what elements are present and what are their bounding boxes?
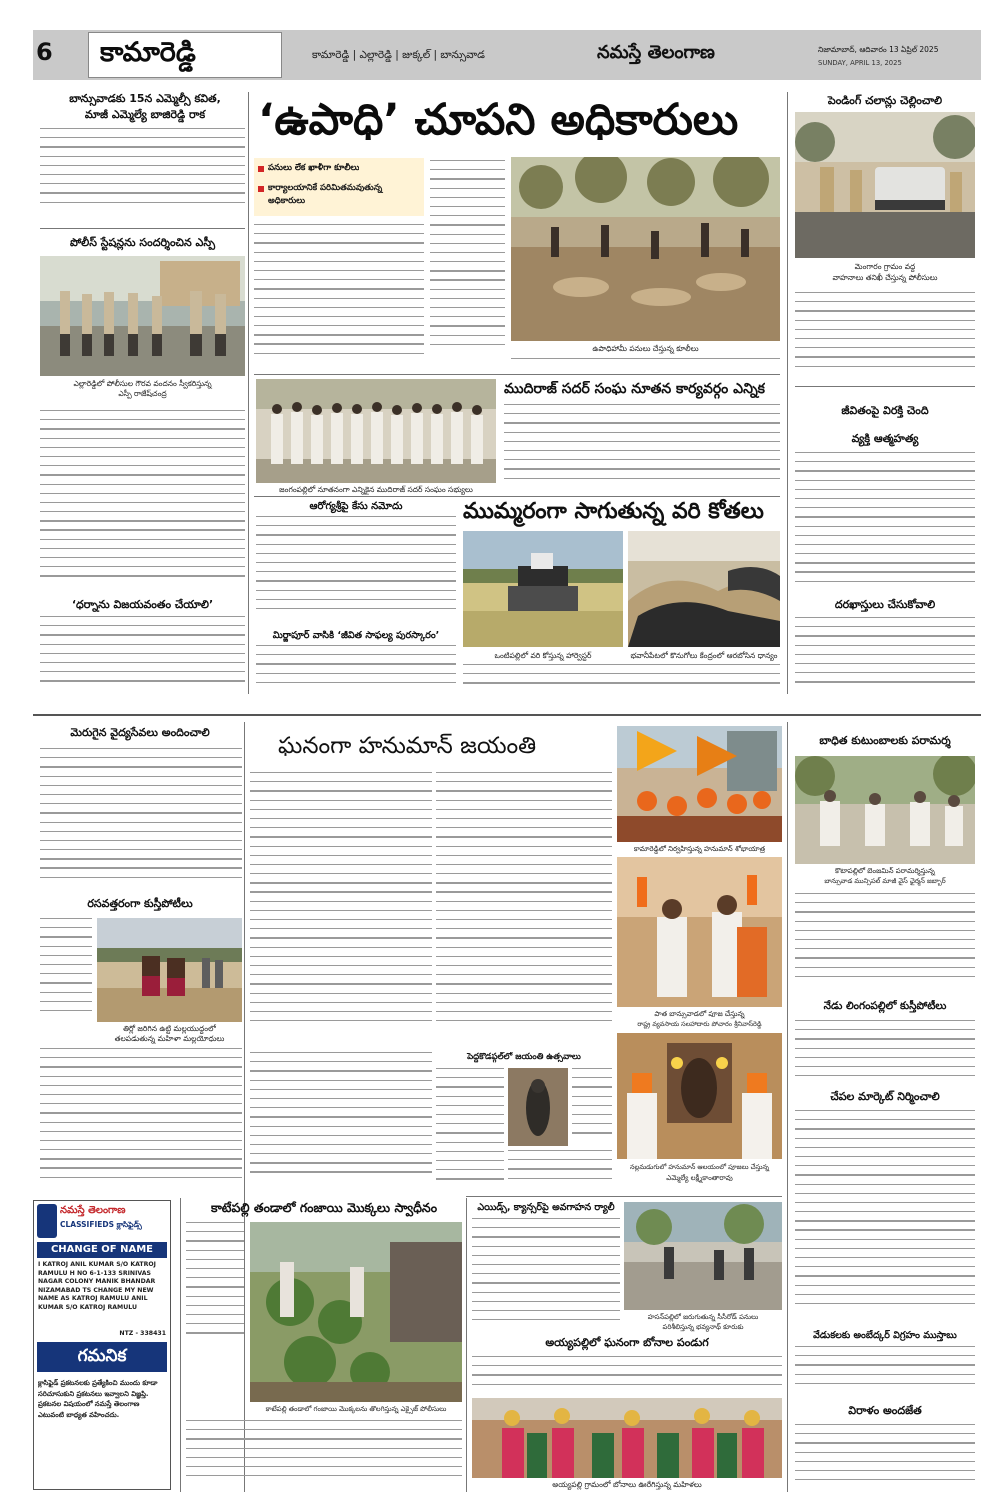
- caption-cc-road-2: పరిశీలిస్తున్న భవ్యనాథ్ కూరుకు: [662, 1323, 744, 1331]
- headline-donation: విరాళం అందజేత: [848, 1404, 922, 1417]
- photo-wrestling: [97, 918, 242, 1022]
- photo-hanuman-procession: [617, 726, 782, 842]
- headline-ambedkar: వేడుకలకు అంబేద్కర్ విగ్రహం ముస్తాబు: [813, 1330, 957, 1341]
- lead-headline: ‘ఉపాధి’ చూపని అధికారులు: [258, 95, 739, 145]
- article-body: [186, 1420, 462, 1490]
- divider: [466, 1196, 782, 1197]
- headline-hanuman: ఘనంగా హనుమాన్ జయంతి: [278, 733, 537, 759]
- article-body: [40, 616, 245, 694]
- article-body: [40, 748, 242, 893]
- headline-challans: పెండింగ్ చలాన్లు చెల్లించాలి: [827, 94, 943, 107]
- section-divider: [33, 714, 981, 716]
- column-rule: [248, 92, 249, 694]
- caption-harvester: ఒంటిపల్లిలో వరి కోస్తున్న హార్వెస్టర్: [494, 651, 592, 660]
- caption-upadhi: ఉపాధిహామీ పనులు చేస్తున్న కూలీలు: [592, 344, 699, 353]
- caption-wrestling-1: తిర్లో జరిగిన ఉట్టి మల్లయుద్ధంలో: [123, 1024, 216, 1033]
- caption-vehicle-1: మెంగారం గ్రామం వద్ద: [854, 262, 916, 271]
- lead-bullet-1: పనులు లేక ఖాళీగా కూలీలు: [268, 163, 360, 173]
- article-body: [463, 664, 780, 696]
- caption-consolation-1: కొటాపల్లిలో బెంజమిన్ పరామర్శిస్తున్న: [835, 867, 935, 875]
- headline-paddy: ముమ్మరంగా సాగుతున్న వరి కోతలు: [463, 499, 764, 524]
- headline-bonalu: అయ్యపల్లిలో ఘనంగా బోనాల పండుగ: [545, 1336, 709, 1349]
- photo-consolation: [795, 756, 975, 864]
- headline-wrestling: రసవత్తరంగా కుస్తీపోటీలు: [87, 897, 193, 910]
- caption-bonalu: అయ్యపల్లి గ్రామంలో బోనాలు ఊరేగిస్తున్న మహిళలు: [552, 1480, 702, 1489]
- headline-suicide-2: వ్యక్తి ఆత్మహత్య: [851, 432, 919, 445]
- article-body: [186, 1222, 244, 1347]
- date-english: SUNDAY, APRIL 13, 2025: [818, 59, 902, 67]
- headline-victims: బాధిత కుటుంబాలకు పరామర్శ: [819, 734, 951, 747]
- caption-procession: కామారెడ్డిలో నిర్వహిస్తున్న హనుమాన్ శోభాయాత్ర: [633, 845, 766, 853]
- caption-temple-2: ఎమ్మెల్యే లక్ష్మీకాంతారావు: [666, 1174, 733, 1182]
- headline-applications: దరఖాస్తులు చేసుకోవాలి: [834, 598, 936, 611]
- article-body: [250, 772, 432, 1050]
- bullet-square-icon: [258, 186, 264, 192]
- headline-arogyasri: ఆరోగ్యశ్రీపై కేసు నమోదు: [309, 501, 403, 512]
- headline-aids: ఎయిడ్స్, క్యాన్సర్‌పై అవగాహన ర్యాలీ: [477, 1202, 615, 1213]
- change-of-name-text: I KATROJ ANIL KUMAR S/O KATROJ RAMULU H NO 6-1-133 SRINIVAS NAGAR COLONY MANIK BHANDAR NIZAMABAD TS CHANGE MY NEW NAME AS KATROJ RAMULU ANIL KUMAR S/O KATROJ RAMULU: [38, 1261, 156, 1311]
- photo-cc-road: [624, 1202, 782, 1310]
- caption-vehicle-2: వాహనాలు తనిఖీ చేస్తున్న పోలీసులు: [832, 273, 938, 282]
- headline-award: మిర్జాపూర్ వాసికి ‘జీవిత సాఫల్య పురస్కారం’: [272, 630, 440, 641]
- headline-sp-visit: పోలీస్ స్టేషన్లను సందర్శించిన ఎస్పీ: [69, 236, 216, 249]
- headline-medical: మెరుగైన వైద్యసేవలు అందించాలి: [70, 726, 210, 739]
- article-body: [254, 224, 424, 369]
- divider: [40, 228, 245, 229]
- article-body: [472, 1218, 620, 1336]
- classifieds-brand-2: CLASSIFIEDS క్లాసిఫైడ్స్: [60, 1220, 142, 1229]
- change-of-name-heading: CHANGE OF NAME: [50, 1244, 154, 1255]
- article-body: [795, 452, 975, 594]
- caption-consolation-2: బాన్సువాడ మున్సిపల్ మాజీ వైస్ ఛైర్మన్ జబ్బార్: [824, 877, 946, 885]
- article-body: [795, 292, 975, 380]
- notice-heading: గమనిక: [77, 1346, 127, 1366]
- caption-grain: భవానీపేటలో కొనుగోలు కేంద్రంలో ఆరబోసిన ధాన్యం: [630, 651, 778, 660]
- headline-kavitha-1: బాన్సువాడకు 15న ఎమ్మెల్సీ కవిత,: [69, 92, 221, 105]
- notice-text: క్లాసిఫైడ్ ప్రకటనలకు ప్రత్యేకించి ముందు కూడా సరిచూసుకుని ప్రకటనలు ఇవ్వాలని విజ్ఞప్తి. ప్రకటనల విషయంలో నమస్తే తెలంగాణ ఎటువంటి బాధ్యత వహించదు.: [38, 1379, 158, 1419]
- section-title: కామారెడ్డి: [100, 37, 196, 68]
- article-body: [256, 645, 456, 695]
- caption-police-1: ఎల్లారెడ్డిలో పోలీసుల గౌరవ వందనం స్వీకరిస్తున్న: [73, 379, 212, 388]
- article-body: [795, 1424, 975, 1492]
- photo-grain-heap: [628, 531, 780, 647]
- divider: [795, 386, 975, 387]
- article-body: [795, 1020, 975, 1088]
- column-rule: [787, 722, 788, 1492]
- article-body: [40, 1048, 242, 1193]
- article-body: [795, 1110, 975, 1325]
- caption-pooja-1: పాత బాన్సువాడలో పూజ చేస్తున్న: [654, 1010, 745, 1018]
- headline-suicide-1: జీవితంపై విరక్తి చెంది: [841, 404, 929, 417]
- headline-fish-market: చేపల మార్కెట్ నిర్మించాలి: [830, 1090, 940, 1103]
- classifieds-logo-icon: [37, 1204, 57, 1238]
- classifieds-brand: నమస్తే తెలంగాణ: [60, 1205, 126, 1216]
- subhead-hanuman: పెద్దకొడప్గల్‌లో జయంతి ఉత్సవాలు: [467, 1052, 581, 1062]
- article-body: [511, 358, 780, 370]
- headline-ganja: కాటేపల్లి తండాలో గంజాయి మొక్కలు స్వాధీనం: [210, 1200, 438, 1215]
- photo-mudiraj-group: [256, 379, 496, 483]
- date-telugu: నిజామాబాద్, ఆదివారం 13 ఏప్రిల్ 2025: [818, 45, 939, 54]
- lead-bullet-2: కార్యాలయానికే పరిమితమవుతున్న అధికారులు: [268, 183, 383, 206]
- article-body: [504, 404, 780, 492]
- article-body: [40, 918, 92, 1020]
- photo-ganja-plants: [250, 1222, 462, 1402]
- headline-dharna: ‘ధర్నాను విజయవంతం చేయాలి’: [71, 598, 214, 611]
- caption-wrestling-2: తలపడుతున్న మహిళా మల్లయోధులు: [114, 1034, 225, 1043]
- article-body: [436, 772, 612, 1048]
- article-body: [250, 1052, 432, 1192]
- article-body: [40, 410, 245, 598]
- caption-mudiraj: జంగంపల్లిలో నూతనంగా ఎన్నికైన ముదిరాజ్ సదర్ సంఘం సభ్యులు: [279, 485, 473, 494]
- photo-pochaaram-pooja: [617, 857, 782, 1007]
- bullet-square-icon: [258, 166, 264, 172]
- divider: [180, 1198, 181, 1492]
- caption-temple-1: నల్లమడుగులో హనుమాన్ ఆలయంలో పూజలు చేస్తున్న: [629, 1163, 770, 1171]
- photo-vehicle-check: [795, 112, 975, 258]
- caption-pooja-2: రాష్ట్ర వ్యవసాయ సలహాదారు పోచారం శ్రీనివాస్‌రెడ్డి: [637, 1020, 762, 1028]
- headline-lingampalli-wrestling: నేడు లింగంపల్లిలో కుస్తీపోటీలు: [823, 1000, 947, 1012]
- photo-hanuman-idol: [508, 1068, 568, 1146]
- sub-editions: కామారెడ్డి | ఎల్లారెడ్డి | జుక్కల్ | బాన్సువాడ: [312, 49, 485, 61]
- photo-bonalu: [472, 1398, 782, 1478]
- article-body: [795, 617, 975, 695]
- caption-ganja: కాటేపల్లి తండాలో గంజాయి మొక్కలను తొలగిస్తున్న ఎక్సైజ్ పోలీసులు: [265, 1405, 447, 1413]
- article-body: [795, 1346, 975, 1398]
- headline-kavitha-2: మాజీ ఎమ్మెల్యే బాజిరెడ్డి రాక: [84, 108, 206, 121]
- article-body: [40, 128, 245, 218]
- article-body: [508, 1150, 612, 1192]
- article-body: [472, 1356, 782, 1398]
- photo-upadhi-workers: [511, 157, 780, 341]
- caption-police-2: ఎస్పీ రాజేష్‌చంద్ర: [118, 389, 167, 398]
- column-rule: [466, 1198, 467, 1492]
- column-rule: [787, 92, 788, 694]
- photo-harvester: [463, 531, 623, 647]
- article-body: [436, 1068, 504, 1192]
- paper-name: నమస్తే తెలంగాణ: [597, 42, 715, 63]
- article-body: [256, 516, 456, 626]
- article-body: [572, 1068, 612, 1148]
- page-number: 6: [36, 38, 53, 66]
- divider: [254, 374, 780, 375]
- ad-code: NTZ - 338431: [119, 1330, 166, 1337]
- photo-temple-pooja: [617, 1033, 782, 1159]
- headline-mudiraj: ముదిరాజ్ సదర్ సంఘ నూతన కార్యవర్గం ఎన్నిక: [504, 381, 765, 397]
- photo-police-parade: [40, 256, 245, 376]
- article-body: [795, 893, 975, 993]
- caption-cc-road-1: హసన్‌పల్లిలో జరుగుతున్న సీసీరోడ్ పనులు: [647, 1313, 759, 1321]
- article-body: [430, 160, 505, 370]
- column-rule: [244, 722, 245, 1492]
